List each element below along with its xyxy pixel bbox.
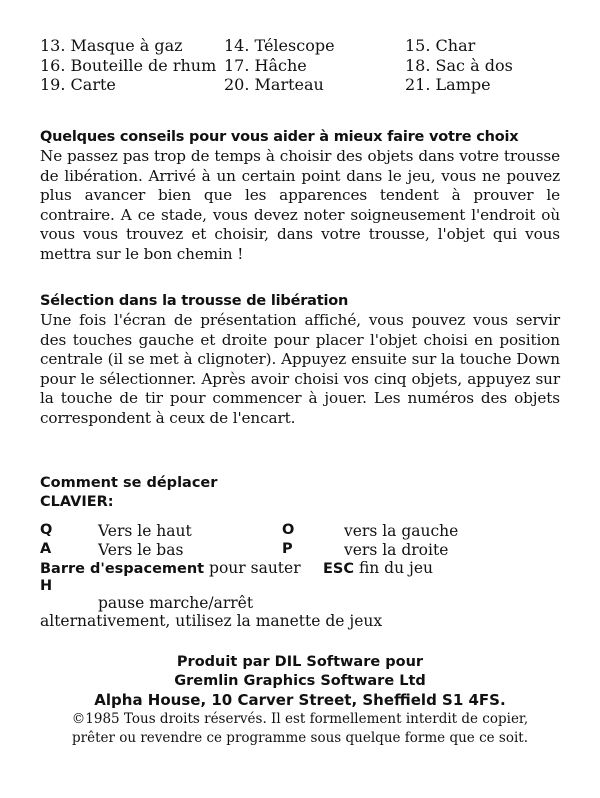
- key-label: ESC: [323, 561, 354, 577]
- object-item: 20. Marteau: [224, 75, 324, 94]
- tips-heading: Quelques conseils pour vous aider à mieux faire votre choix: [40, 129, 519, 145]
- credits-footer: [20, 653, 580, 748]
- key-description: fin du jeu: [358, 559, 433, 577]
- credits-line: Gremlin Graphics Software Ltd: [174, 673, 426, 689]
- space-control: [40, 559, 301, 577]
- key-description: pour sauter: [209, 559, 301, 577]
- key-label: Barre d'espacement: [40, 561, 205, 577]
- object-item: 14. Télescope: [224, 36, 335, 55]
- keyboard-label: CLAVIER:: [40, 494, 114, 510]
- object-list: [40, 36, 580, 95]
- tips-body: Ne passez pas trop de temps à choisir des objets dans votre trousse de libération. Arrivé à un certain point dans le jeu, vous ne pouvez plus avancer bien que les apparences tendent à prouver le contraire. A ce stade, vous devez noter soigneusement l'endroit où vous vous trouvez et choisir, dans votre trousse, l'objet qui vous mettra sur le bon chemin !: [40, 147, 560, 263]
- credits-line: Produit par DIL Software pour: [176, 654, 424, 670]
- tips-section: [40, 128, 560, 264]
- key-label: A: [40, 540, 52, 557]
- controls-table: [40, 522, 580, 631]
- key-label: H: [40, 577, 53, 594]
- key-label: P: [282, 540, 293, 557]
- key-description: vers la droite: [344, 540, 449, 559]
- object-item: 17. Hâche: [224, 55, 307, 75]
- object-list-row: [40, 75, 580, 95]
- key-label: O: [282, 522, 295, 538]
- selection-section: [40, 292, 560, 428]
- selection-body: Une fois l'écran de présentation affiché, vous pouvez vous servir des touches gauche et droite pour placer l'objet choisi en position centrale (il se met à clignoter). Appuyez ensuite sur la touche Down pour le sélectionner. Après avoir choisi vos cinq objets, appuyez sur la touche de tir pour commencer à jouer. Les numéros des objets correspondent à ceux de l'encart.: [40, 311, 560, 427]
- object-item: 15. Char: [405, 36, 476, 55]
- object-list-row: [40, 56, 580, 76]
- control-row: [40, 559, 580, 578]
- control-row: [40, 522, 580, 541]
- control-row: [40, 578, 580, 594]
- key-description: Vers le bas: [98, 540, 184, 559]
- object-item: 16. Bouteille de rhum: [40, 55, 217, 75]
- copyright-line: ©1985 Tous droits réservés. Il est formellement interdit de copier,: [71, 711, 529, 727]
- key-description: Vers le haut: [98, 522, 192, 540]
- movement-section: [40, 474, 560, 512]
- esc-control: [323, 559, 433, 577]
- control-row: [40, 612, 580, 631]
- copyright-line: prêter ou revendre ce programme sous quelque forme que ce soit.: [71, 730, 528, 746]
- control-row: [40, 541, 580, 560]
- joystick-note: alternativement, utilisez la manette de jeux: [40, 612, 383, 630]
- object-list-row: [40, 36, 580, 56]
- object-item: 19. Carte: [40, 75, 116, 94]
- selection-heading: Sélection dans la trousse de libération: [40, 293, 349, 309]
- control-row: [40, 594, 580, 613]
- object-item: 18. Sac à dos: [405, 55, 513, 75]
- key-description: pause marche/arrêt: [98, 593, 254, 612]
- object-item: 13. Masque à gaz: [40, 36, 183, 55]
- object-item: 21. Lampe: [405, 75, 491, 94]
- key-description: vers la gauche: [344, 522, 459, 540]
- movement-heading: Comment se déplacer: [40, 475, 218, 491]
- key-label: Q: [40, 522, 53, 538]
- credits-address: Alpha House, 10 Carver Street, Sheffield S1 4FS.: [94, 691, 506, 709]
